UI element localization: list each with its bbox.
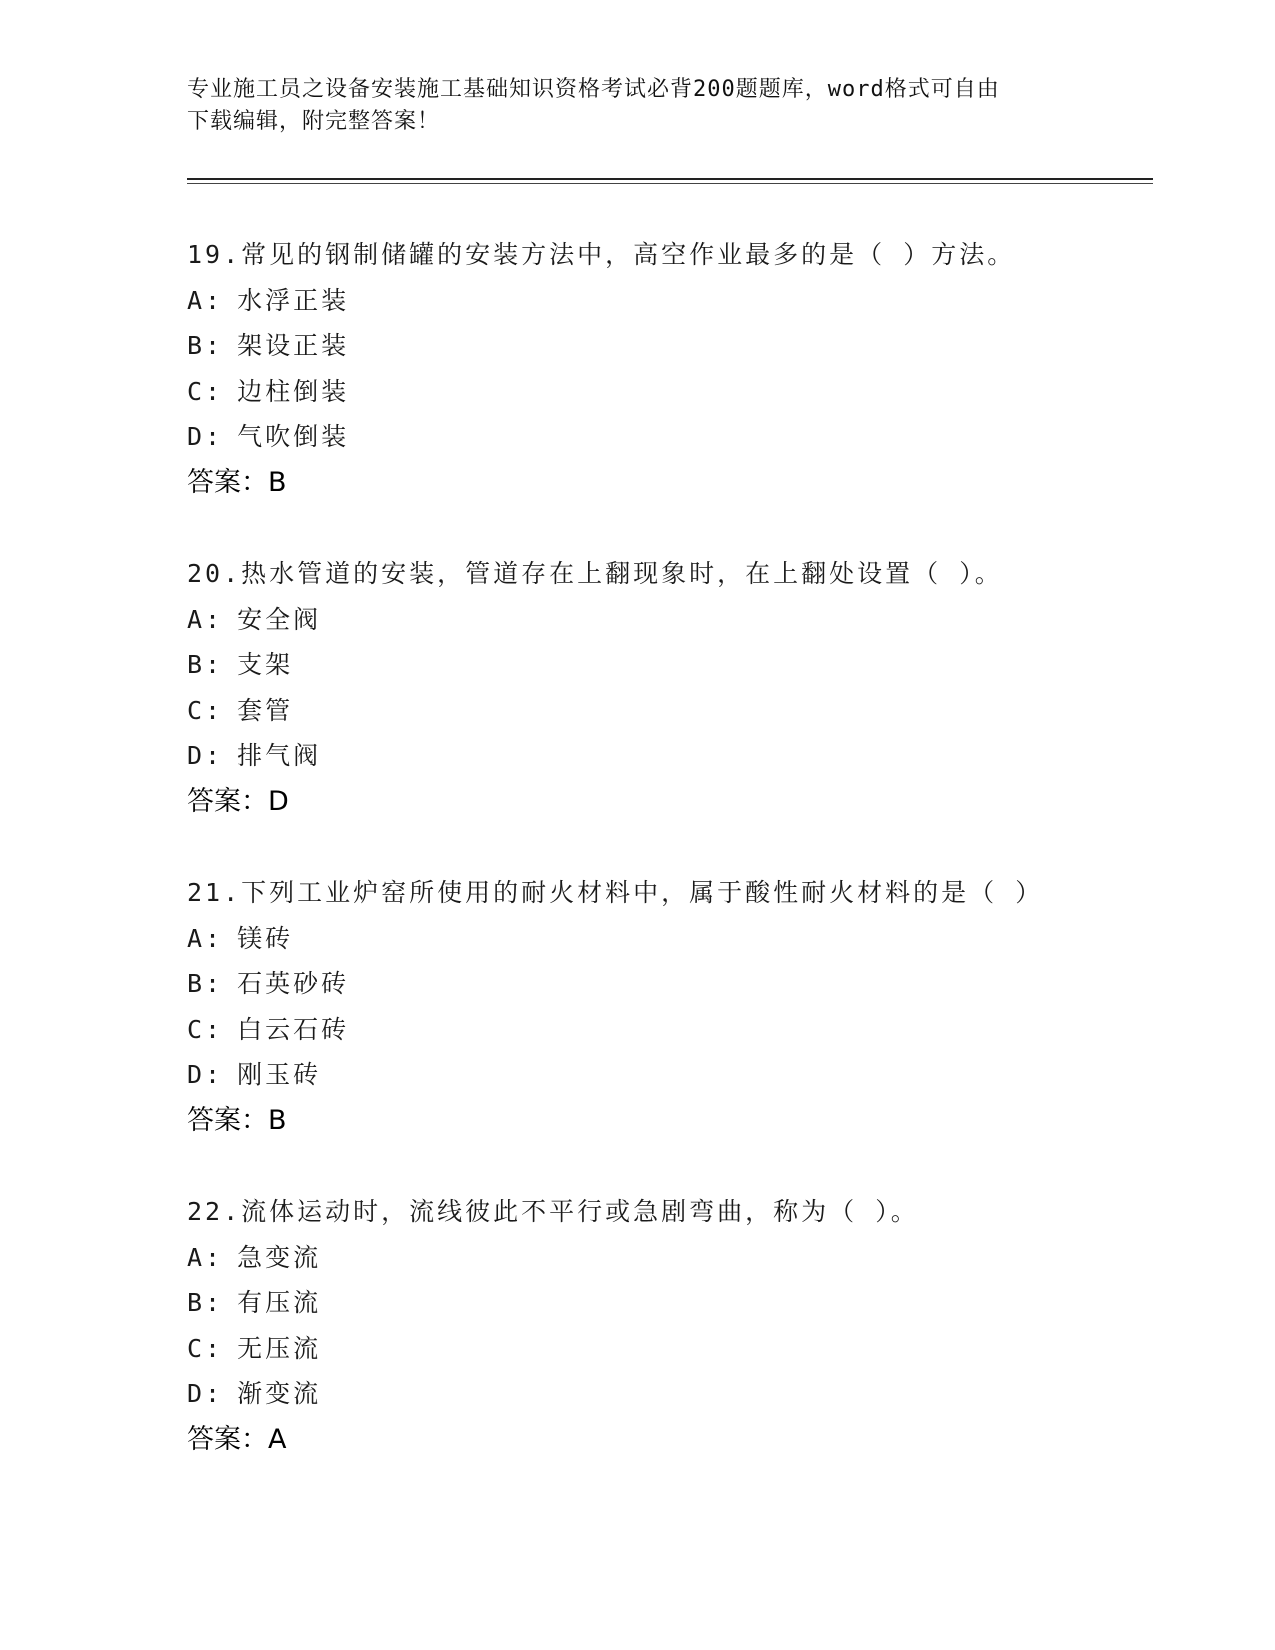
option-b [187, 642, 1107, 688]
header-line-2: 下载编辑，附完整答案！ [187, 109, 441, 134]
question-20 [187, 551, 1107, 870]
header-line-1: 专业施工员之设备安装施工基础知识资格考试必背200题题库，word格式可自由 [187, 77, 1000, 102]
question-list [187, 232, 1107, 1508]
option-b [187, 1280, 1107, 1326]
option-letter: A: [187, 923, 224, 953]
header-divider-thin [187, 183, 1153, 184]
option-c [187, 688, 1107, 734]
option-d [187, 733, 1107, 779]
option-b [187, 323, 1107, 369]
option-letter: D: [187, 1060, 224, 1090]
option-text: 支架 [237, 650, 294, 680]
option-a [187, 1235, 1107, 1281]
option-letter: C: [187, 1014, 224, 1044]
option-letter: D: [187, 741, 224, 771]
header-divider-thick [187, 178, 1153, 180]
option-text: 边柱倒装 [237, 376, 350, 406]
option-letter: A: [187, 285, 224, 315]
option-text: 渐变流 [237, 1379, 322, 1409]
option-a [187, 916, 1107, 962]
option-d [187, 1371, 1107, 1417]
question-stem: 22.流体运动时，流线彼此不平行或急剧弯曲，称为（ ）。 [187, 1197, 919, 1226]
option-text: 有压流 [237, 1288, 322, 1318]
option-letter: D: [187, 1379, 224, 1409]
option-text: 镁砖 [237, 923, 294, 953]
option-letter: B: [187, 650, 224, 680]
option-letter: A: [187, 604, 224, 634]
option-text: 无压流 [237, 1333, 322, 1363]
option-letter: A: [187, 1242, 224, 1272]
option-text: 安全阀 [237, 604, 322, 634]
option-text: 刚玉砖 [237, 1060, 322, 1090]
option-c [187, 1007, 1107, 1053]
option-letter: C: [187, 376, 224, 406]
option-a [187, 278, 1107, 324]
option-c [187, 369, 1107, 415]
option-d [187, 1052, 1107, 1098]
option-text: 排气阀 [237, 741, 322, 771]
option-text: 架设正装 [237, 331, 350, 361]
option-a [187, 597, 1107, 643]
option-text: 急变流 [237, 1242, 322, 1272]
option-letter: B: [187, 1288, 224, 1318]
option-letter: C: [187, 695, 224, 725]
option-text: 气吹倒装 [237, 422, 350, 452]
question-22 [187, 1189, 1107, 1508]
answer-line: 答案：A [187, 1423, 287, 1455]
option-text: 套管 [237, 695, 294, 725]
answer-line: 答案：B [187, 466, 287, 498]
option-d [187, 414, 1107, 460]
answer-line: 答案：D [187, 785, 289, 817]
option-text: 白云石砖 [237, 1014, 350, 1044]
question-stem: 20.热水管道的安装，管道存在上翻现象时，在上翻处设置（ ）。 [187, 559, 1003, 588]
option-b [187, 961, 1107, 1007]
question-stem: 21.下列工业炉窑所使用的耐火材料中，属于酸性耐火材料的是（ ） [187, 878, 1044, 907]
option-letter: B: [187, 331, 224, 361]
question-21 [187, 870, 1107, 1189]
question-stem: 19.常见的钢制储罐的安装方法中，高空作业最多的是（ ）方法。 [187, 240, 1016, 269]
answer-line: 答案：B [187, 1104, 287, 1136]
question-19 [187, 232, 1107, 551]
option-letter: C: [187, 1333, 224, 1363]
option-c [187, 1326, 1107, 1372]
option-text: 水浮正装 [237, 285, 350, 315]
option-text: 石英砂砖 [237, 969, 350, 999]
option-letter: B: [187, 969, 224, 999]
option-letter: D: [187, 422, 224, 452]
document-header [187, 74, 1067, 138]
